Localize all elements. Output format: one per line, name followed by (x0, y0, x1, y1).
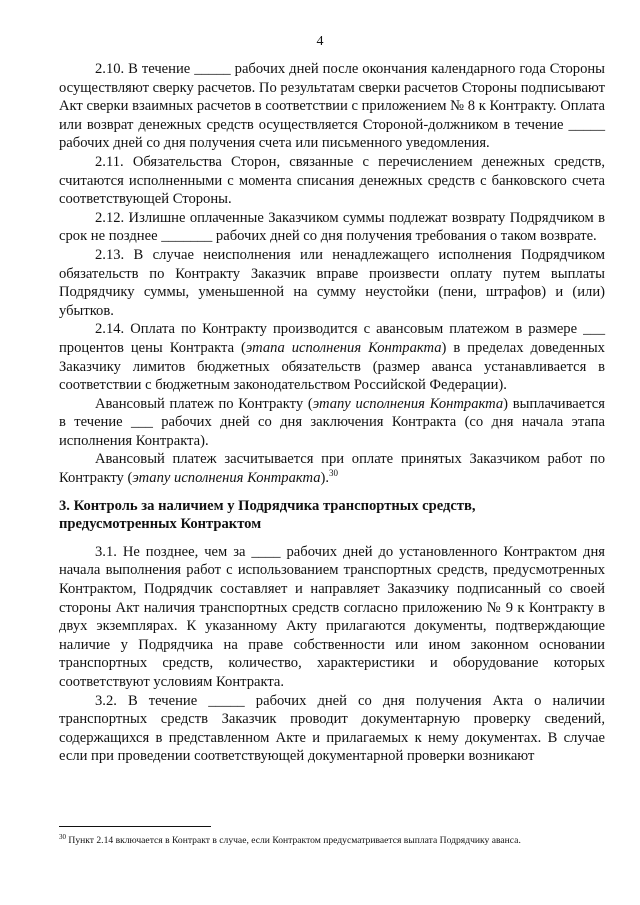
page-number: 4 (316, 34, 324, 49)
footnote-number: 30 (59, 832, 66, 841)
paragraph-2-11: 2.11. Обязательства Сторон, связанные с перечислением денежных средств, считаются исполненными с момента списания денежных средств с банковского счета соответствующей Стороны. (59, 153, 605, 208)
italic-phrase: этапу исполнения Контракта (312, 395, 504, 412)
paragraph-2-13: 2.13. В случае неисполнения или ненадлежащего исполнения Подрядчиком обязательств по Контракту Заказчик вправе произвести оплату путем выплаты Подрядчику суммы, уменьшенной на сумму неустойки (пени, штрафов) и (или) убытков. (59, 246, 605, 319)
paragraph-2-10: 2.10. В течение _____ рабочих дней после окончания календарного года Стороны осуществляют сверку расчетов. По результатам сверки расчетов Стороны подписывают Акт сверки взаимных расчетов в соответствии с приложением № 8 к Контракту. Оплата или возврат денежных средств осуществляется Стороной-должником в течение _____ рабочих дней со дня получения счета или письменного уведомления. (59, 61, 606, 152)
paragraph-text: ) в пределах доведенных Заказчику лимитов бюджетных обязательств (размер аванса устанавливается в соответствии с бюджетным законодательством Российской Федерации). (59, 339, 605, 394)
section-heading (59, 497, 605, 534)
paragraph-3-2: 3.2. В течение _____ рабочих дней со дня получения Акта о наличии транспортных средств Заказчик проводит документарную проверку сведений, содержащихся в представленном Акте и прилагаемых к нему документах. В случае если при проведении соответствующей документарной проверки возникают (59, 692, 605, 765)
section-heading-line: 3. Контроль за наличием у Подрядчика транспортных средств, (59, 497, 476, 514)
paragraph-2-12: 2.12. Излишне оплаченные Заказчиком суммы подлежат возврату Подрядчиком в срок не позднее _______ рабочих дней со дня получения требования о таком возврате. (59, 209, 605, 245)
italic-phrase: этапа исполнения Контракта (245, 339, 442, 356)
section-heading-line: предусмотренных Контрактом (59, 516, 262, 533)
body-text (59, 60, 605, 766)
paragraph-text: ) выплачивается в течение ___ рабочих дней со дня заключения Контракта (со дня начала этапа исполнения Контракта). (59, 395, 605, 449)
paragraph-2-14 (59, 320, 605, 394)
footnote (59, 832, 605, 847)
paragraph-advance-payment (59, 395, 605, 451)
paragraph-text: Авансовый платеж засчитывается при оплате принятых Заказчиком работ по Контракту ( (59, 451, 605, 487)
footnote-text: Пункт 2.14 включается в Контракт в случае, если Контрактом предусматривается выплата Подрядчику аванса. (66, 835, 521, 846)
paragraph-3-1: 3.1. Не позднее, чем за ____ рабочих дней до установленного Контрактом дня начала выполнения работ с использованием транспортных средств, предусмотренных Контрактом, Подрядчик составляет и направляет Заказчику подписанный со своей стороны Акт наличия транспортных средств согласно приложению № 9 к Контракту в двух экземплярах. К указанному Акту прилагаются документы, подтверждающие наличие у Подрядчика на праве собственности или ином законном основании транспортных средств, количество, характеристики и оборудование которых соответствуют условиям Контракта. (59, 543, 605, 690)
paragraph-text: ). (320, 470, 330, 487)
paragraph-advance-offset (59, 450, 605, 487)
paragraph-text: 2.14. Оплата по Контракту производится с авансовым платежом в размере ___ процентов цены Контракта ( (59, 321, 605, 356)
footnote-reference: 30 (329, 468, 339, 479)
paragraph-text: Авансовый платеж по Контракту ( (95, 395, 313, 412)
footnote-divider (59, 826, 211, 827)
italic-phrase: этапу исполнения Контракта (132, 470, 321, 487)
